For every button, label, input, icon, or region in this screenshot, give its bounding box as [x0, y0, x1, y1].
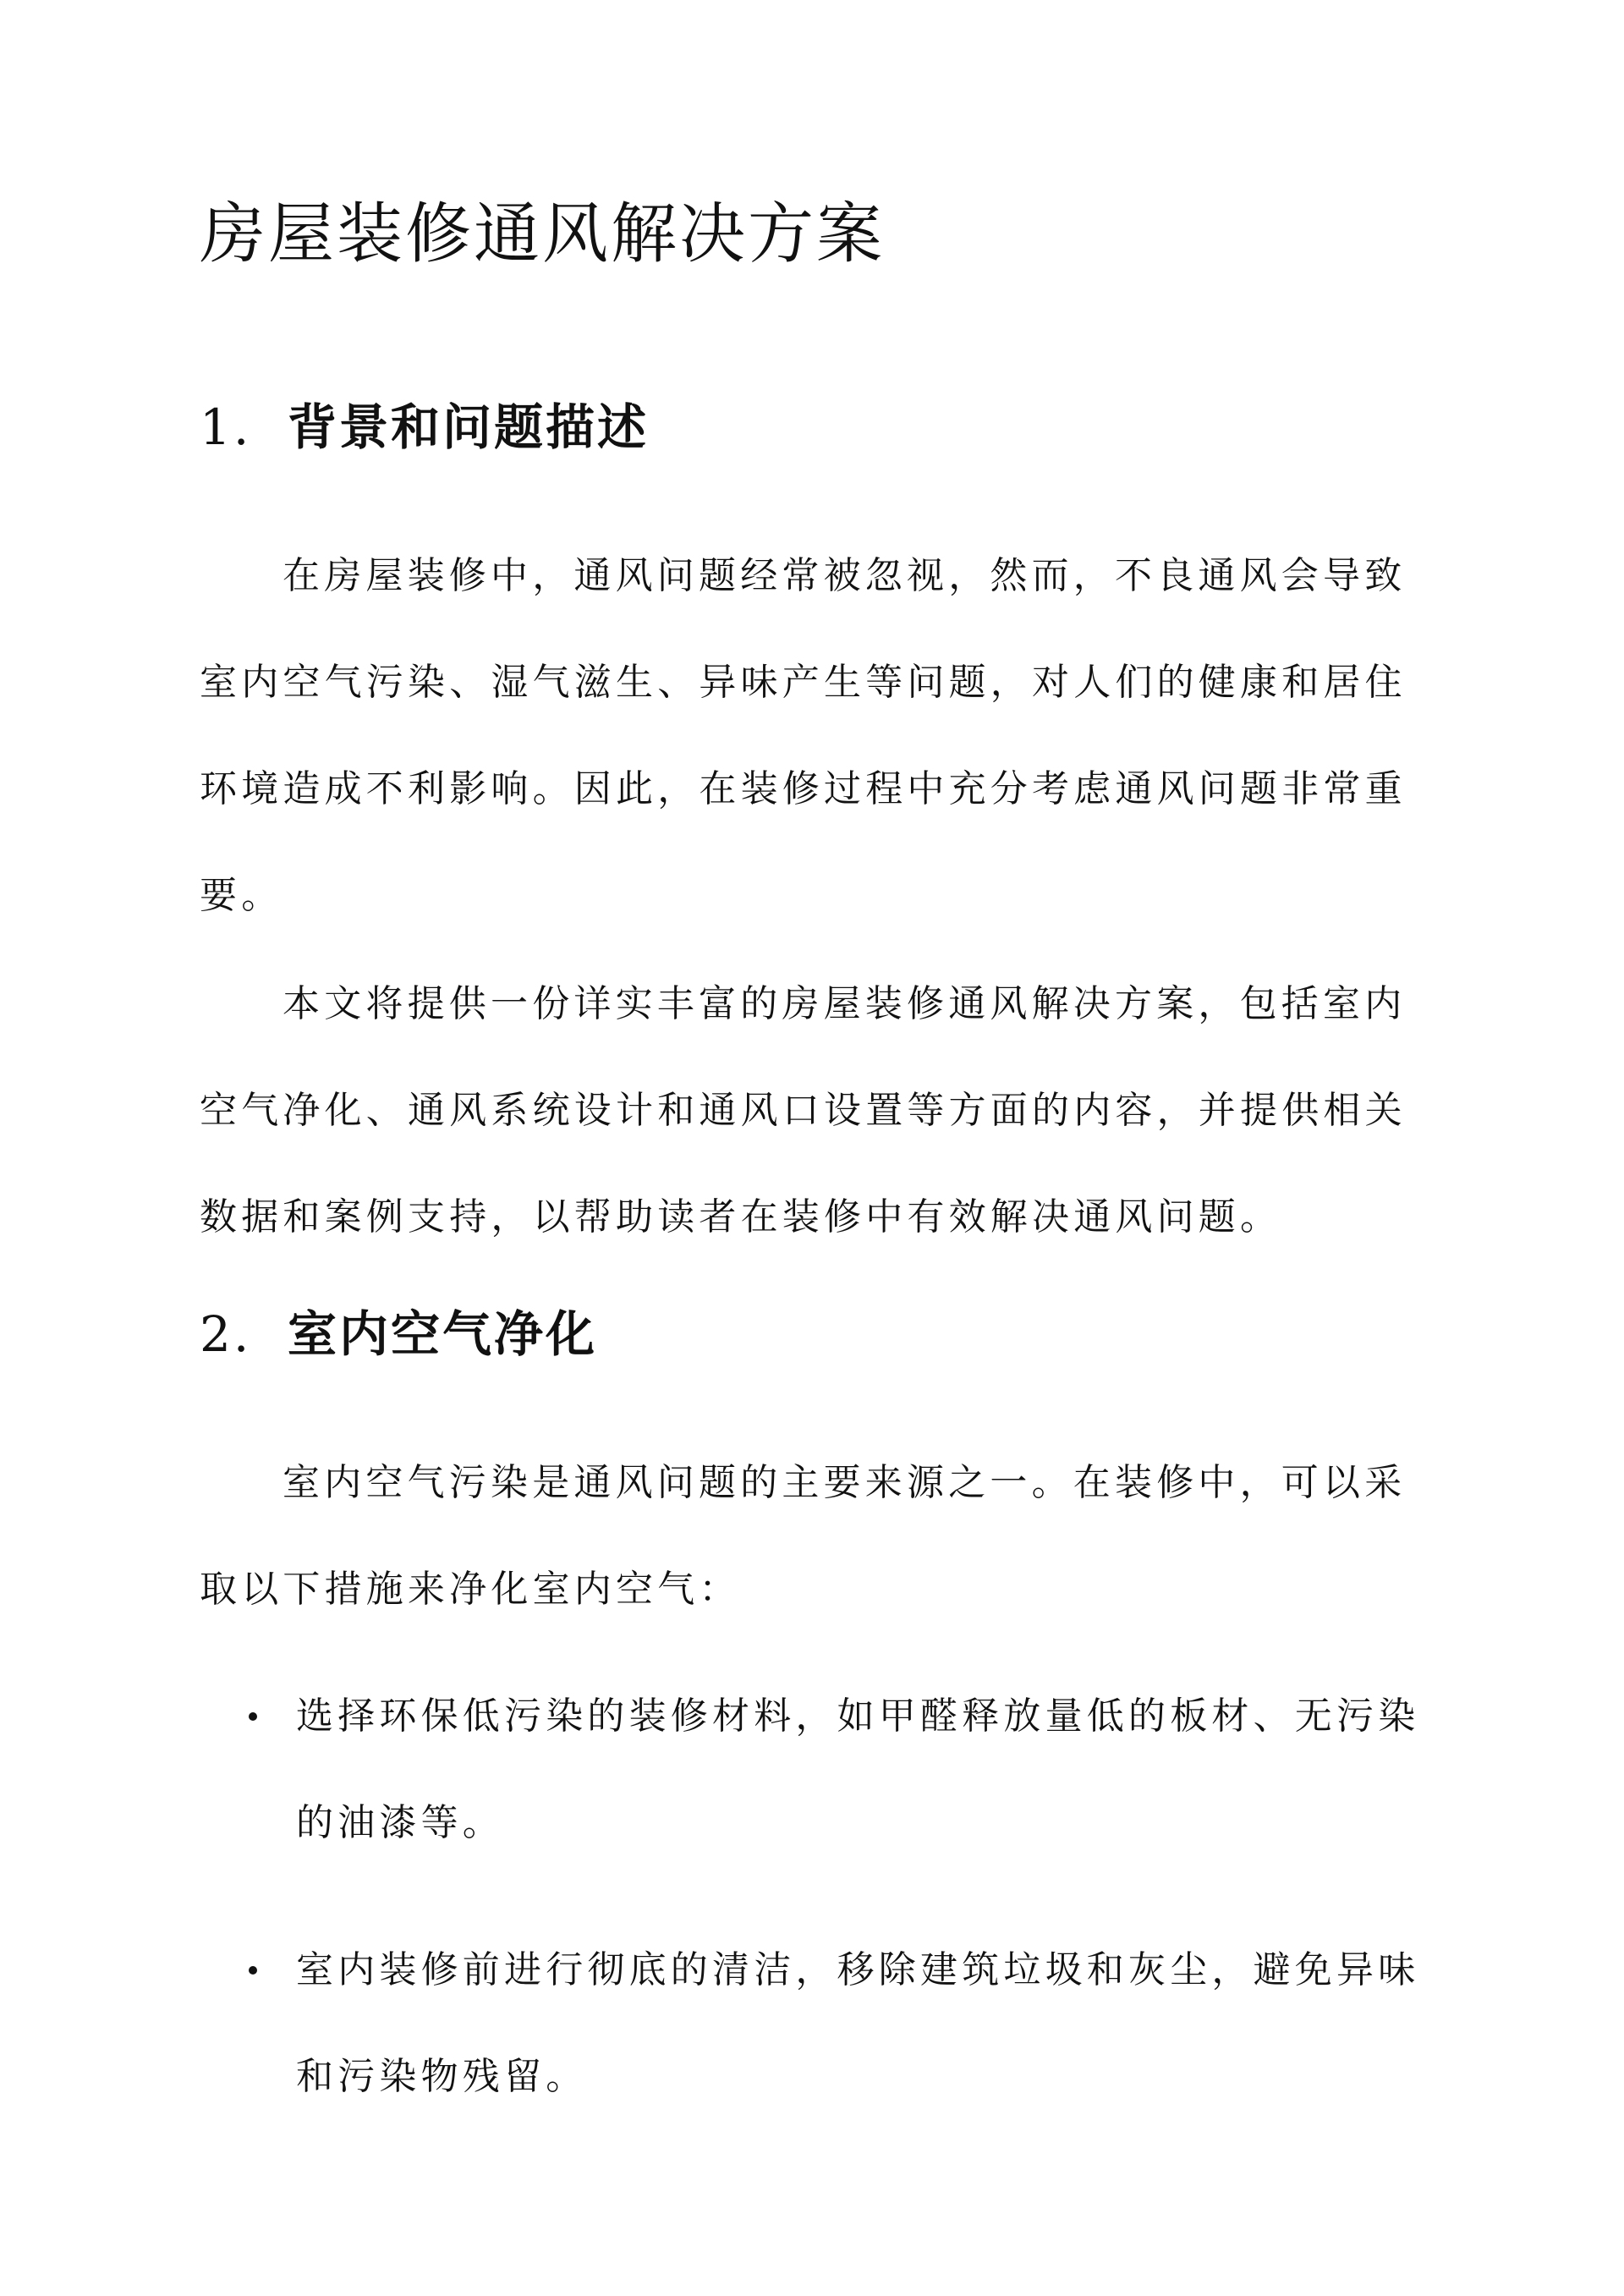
list-item-text: 选择环保低污染的装修材料，如甲醛释放量低的板材、无污染的油漆等。 — [296, 1695, 1420, 1844]
section-number: 2. — [200, 1305, 252, 1363]
purification-measures-list — [200, 1663, 1435, 2130]
paragraph-background: 在房屋装修中，通风问题经常被忽视，然而，不良通风会导致室内空气污染、湿气滋生、异味产生等问题，对人们的健康和居住环境造成不利影响。因此，在装修过程中充分考虑通风问题非常重要。 — [200, 554, 1407, 917]
section-heading-2 — [200, 1305, 598, 1363]
list-item — [200, 1917, 1435, 2130]
bullet-icon — [249, 1712, 257, 1721]
document-title: 房屋装修通风解决方案 — [200, 196, 886, 272]
bullet-icon — [249, 1966, 257, 1975]
list-item-text: 室内装修前进行彻底的清洁，移除建筑垃圾和灰尘，避免异味和污染物残留。 — [296, 1948, 1420, 2098]
section-heading-1 — [200, 398, 650, 456]
paragraph-overview: 本文将提供一份详实丰富的房屋装修通风解决方案，包括室内空气净化、通风系统设计和通风口设置等方面的内容，并提供相关数据和案例支持，以帮助读者在装修中有效解决通风问题。 — [200, 982, 1407, 1239]
paragraph-air-purification: 室内空气污染是通风问题的主要来源之一。在装修中，可以采取以下措施来净化室内空气： — [200, 1461, 1407, 1611]
section-title: 室内空气净化 — [288, 1305, 598, 1363]
section-title: 背景和问题描述 — [288, 398, 650, 456]
section-number: 1. — [200, 398, 252, 456]
list-item — [200, 1663, 1435, 1876]
